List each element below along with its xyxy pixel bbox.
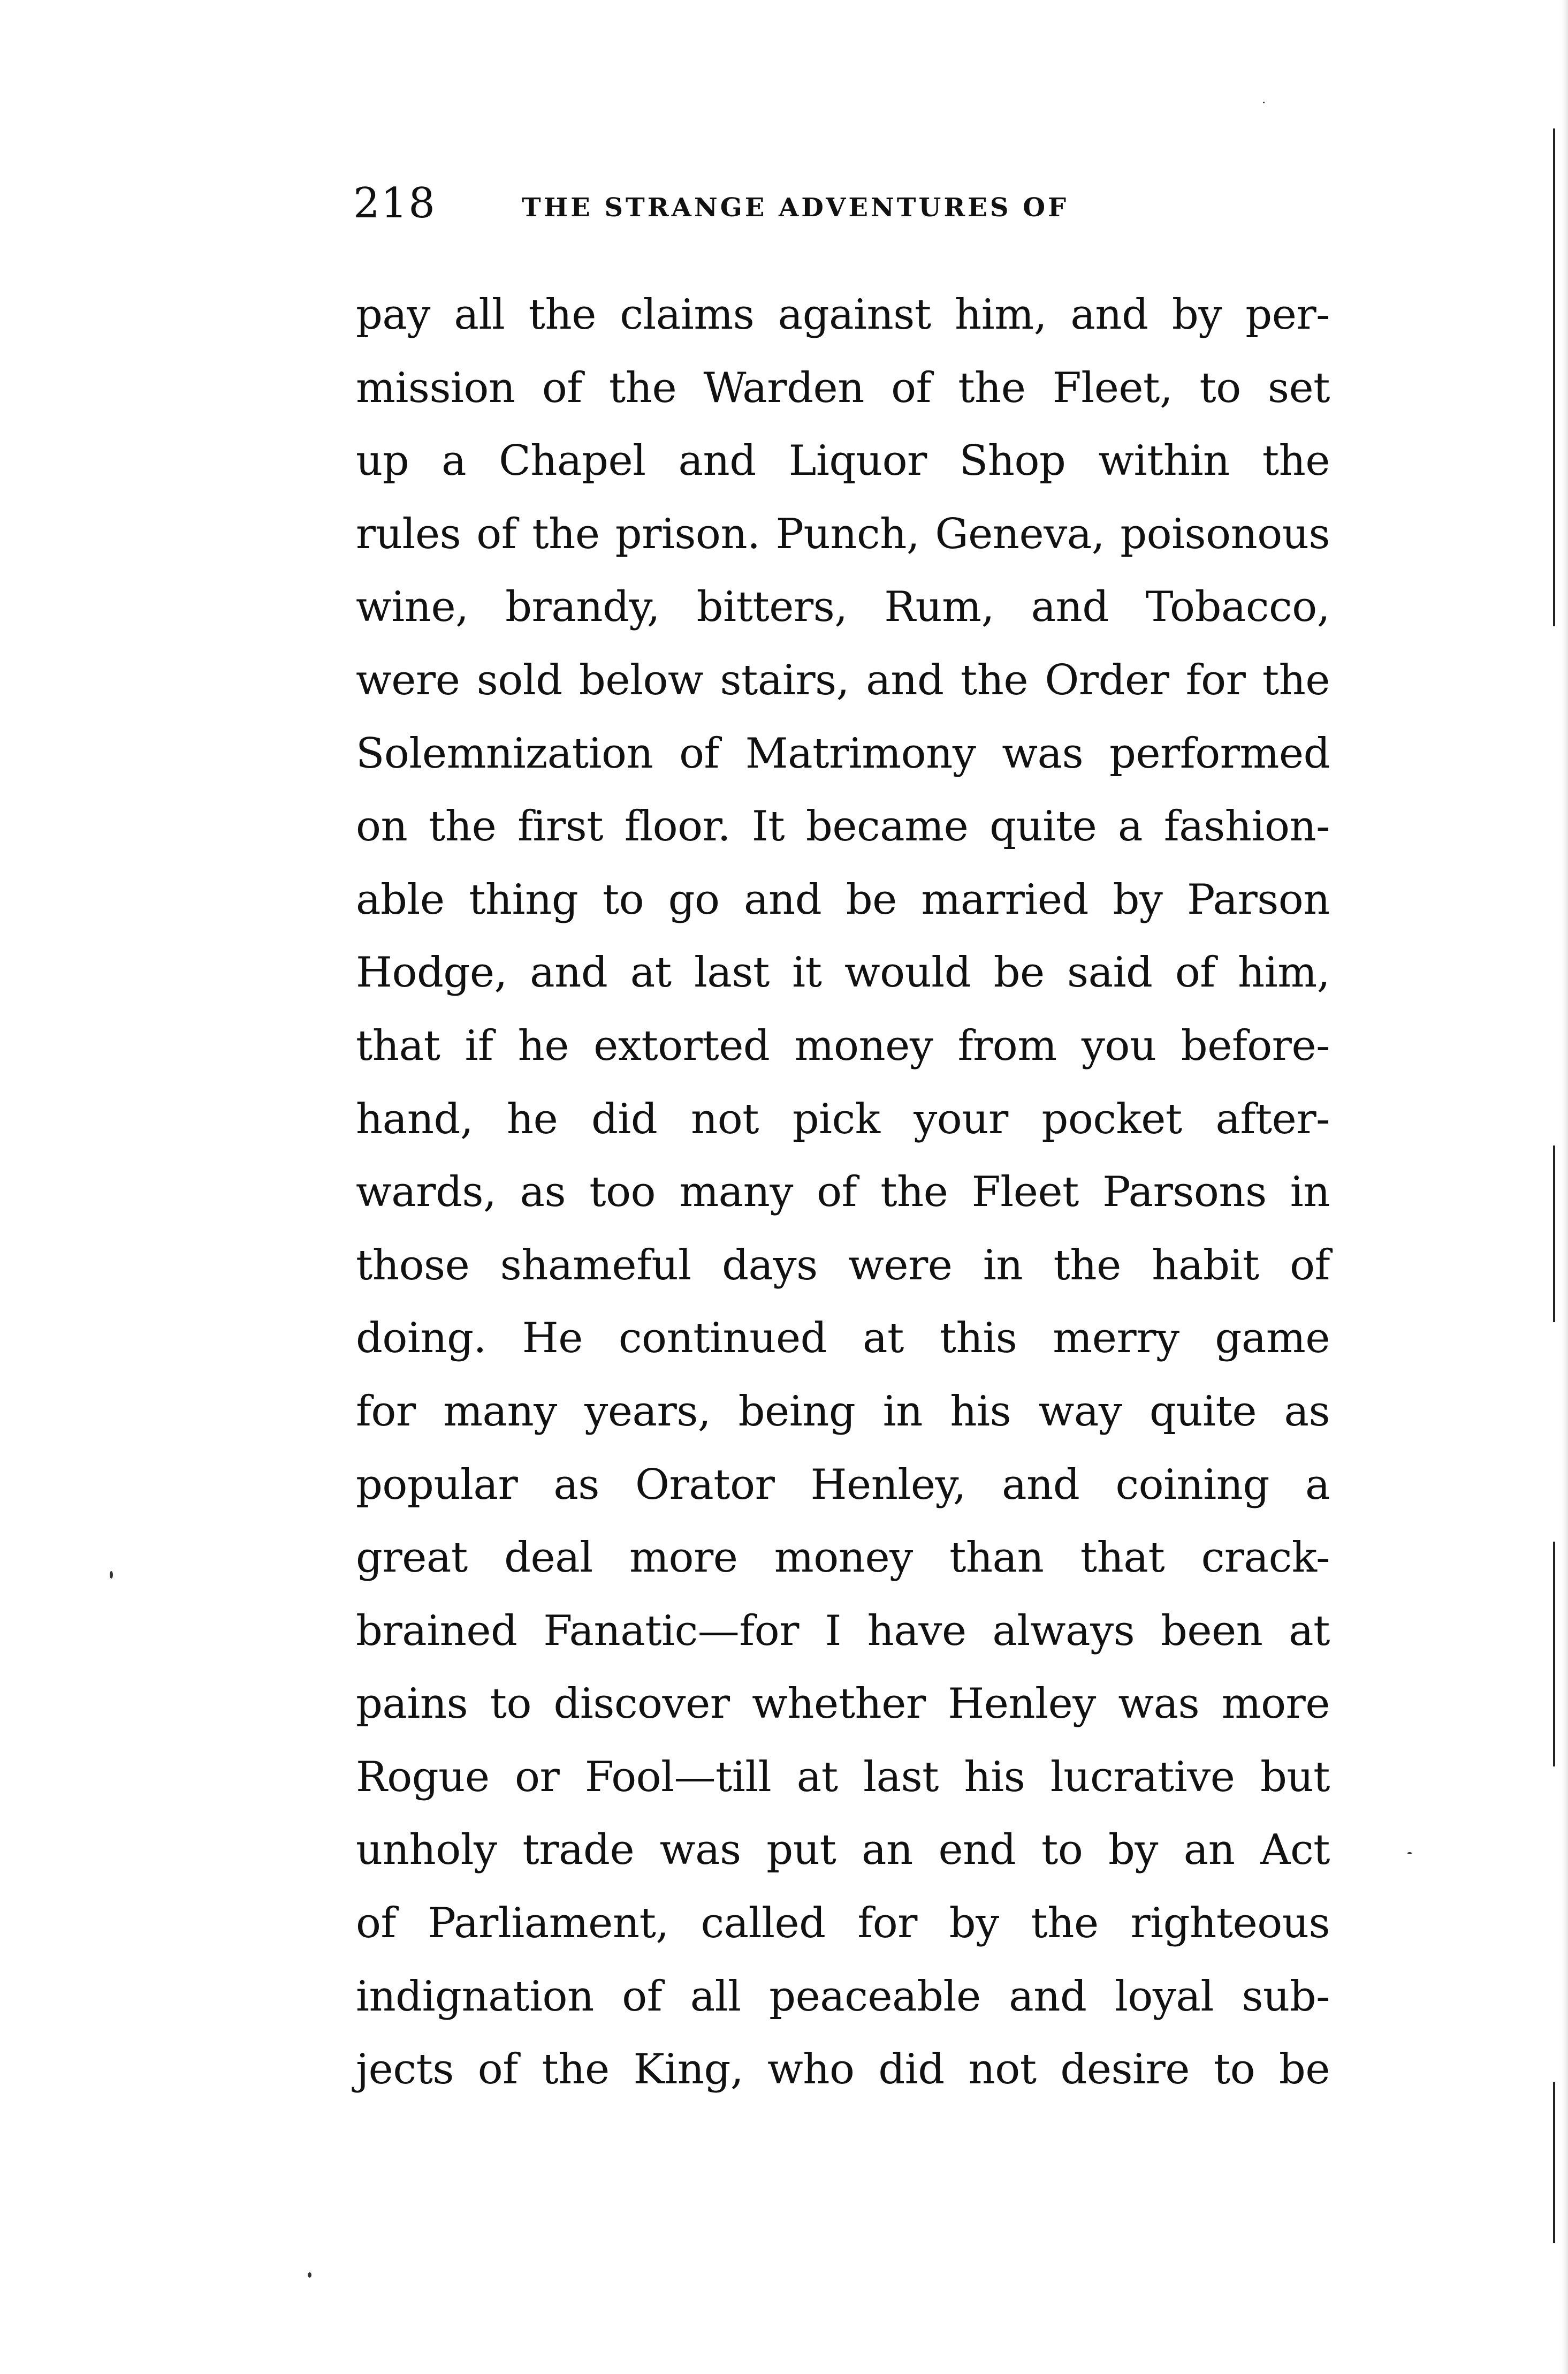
scan-speck: [1407, 1852, 1412, 1854]
scan-speck: [1263, 102, 1265, 103]
text-line: Rogue or Fool—till at last his lucrative but: [356, 1753, 1330, 1801]
text-line: jects of the King, who did not desire to be: [356, 2045, 1330, 2094]
margin-rule: [1553, 128, 1555, 626]
text-line: pay all the claims against him, and by per-: [356, 291, 1330, 339]
page-number: 218: [353, 179, 436, 227]
text-line: doing. He continued at this merry game: [356, 1314, 1330, 1363]
margin-rule: [1553, 1542, 1555, 1766]
text-line: brained Fanatic—for I have always been at: [356, 1606, 1330, 1655]
scan-speck: [110, 1571, 113, 1579]
text-line: of Parliament, called for by the righteous: [356, 1899, 1330, 1948]
text-line: popular as Orator Henley, and coining a: [356, 1460, 1330, 1509]
text-line: mission of the Warden of the Fleet, to set: [356, 363, 1330, 412]
text-line: able thing to go and be married by Parson: [356, 875, 1330, 924]
text-line: unholy trade was put an end to by an Act: [356, 1826, 1330, 1875]
text-line: rules of the prison. Punch, Geneva, poisonous: [356, 510, 1330, 558]
scan-speck: [308, 2272, 311, 2278]
text-line: pains to discover whether Henley was more: [356, 1680, 1330, 1728]
text-line: Hodge, and at last it would be said of him,: [356, 949, 1330, 997]
text-line: indignation of all peaceable and loyal sub-: [356, 1972, 1330, 2021]
running-title: THE STRANGE ADVENTURES OF: [522, 193, 1069, 223]
text-line: those shameful days were in the habit of: [356, 1241, 1330, 1290]
text-line: on the first floor. It became quite a fashion-: [356, 802, 1330, 851]
text-line: were sold below stairs, and the Order for the: [356, 656, 1330, 704]
margin-rule: [1553, 1146, 1555, 1322]
text-line: hand, he did not pick your pocket after-: [356, 1095, 1330, 1143]
text-line: Solemnization of Matrimony was performed: [356, 729, 1330, 778]
text-line: wards, as too many of the Fleet Parsons in: [356, 1168, 1330, 1217]
text-line: for many years, being in his way quite as: [356, 1387, 1330, 1436]
scan-edge: [1562, 0, 1568, 2374]
body-text: [356, 278, 1330, 2106]
text-line: up a Chapel and Liquor Shop within the: [356, 437, 1330, 486]
margin-rule: [1553, 2082, 1555, 2243]
text-line: wine, brandy, bitters, Rum, and Tobacco,: [356, 583, 1330, 632]
page-header: [353, 174, 1327, 233]
text-line: great deal more money than that crack-: [356, 1534, 1330, 1582]
text-line: that if he extorted money from you before-: [356, 1021, 1330, 1070]
